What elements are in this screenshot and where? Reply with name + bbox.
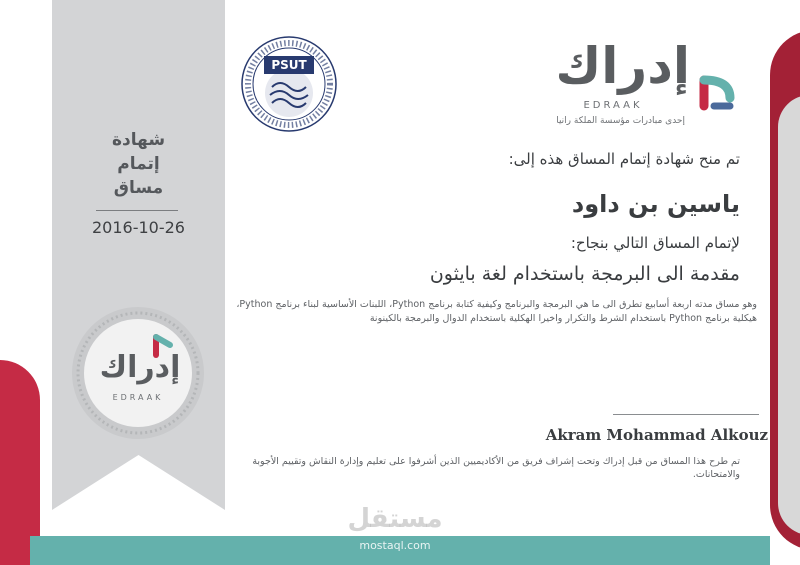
edraak-tagline: إحدى مبادرات مؤسسة الملكة رانيا [556,116,685,126]
certificate-date: 2016-10-26 [92,218,185,237]
edraak-brand-word: إدراك [555,37,690,95]
certificate-footnote: تم طرح هذا المساق من قبل إدراك وتحت إشراف فريق من الأكاديميين الذين أشرفوا على تعليم وإدارة النقاش وتقييم الأجوبة والامتحانات. [252,456,740,480]
decorative-crimson-band-left [0,360,40,565]
seal-brand-word: إدراك [99,350,181,385]
edraak-brand-latin: EDRAAK [583,100,643,111]
ribbon-divider [96,210,178,211]
signature-line [613,414,759,415]
watermark-word: مستقل [347,504,443,534]
decorative-grey-band-right [778,95,800,535]
course-description: وهو مساق مدته اربعة أسابيع تطرق الى ما هي البرمجة والبرنامج وكيفية كتابة برنامج Python، اللبنات الأساسية لبناء برنامج Python، هيكلية برنامج Python باستخدام الشرط والتكرار واخيرا الهكلية باستخدام الدوال والبرمجة بالكينونة [236,299,757,324]
recipient-name: ياسين بن داود [571,190,740,218]
signer-name: Akram Mohammad Alkouz [545,426,768,444]
university-abbreviation: PSUT [264,56,314,74]
seal-brand-latin: EDRAAK [112,393,164,402]
certificate-type-title: شهادة إتمام مساق [111,130,166,198]
completion-line: لإتمام المساق التالي بنجاح: [570,234,740,252]
course-title: مقدمة الى البرمجة باستخدام لغة بايثون [429,263,740,285]
university-logo-icon [240,35,338,133]
watermark-url: mostaql.com [359,539,431,552]
awarded-to-line: تم منح شهادة إتمام المساق هذه إلى: [508,150,740,168]
edraak-mark-icon [690,72,740,122]
